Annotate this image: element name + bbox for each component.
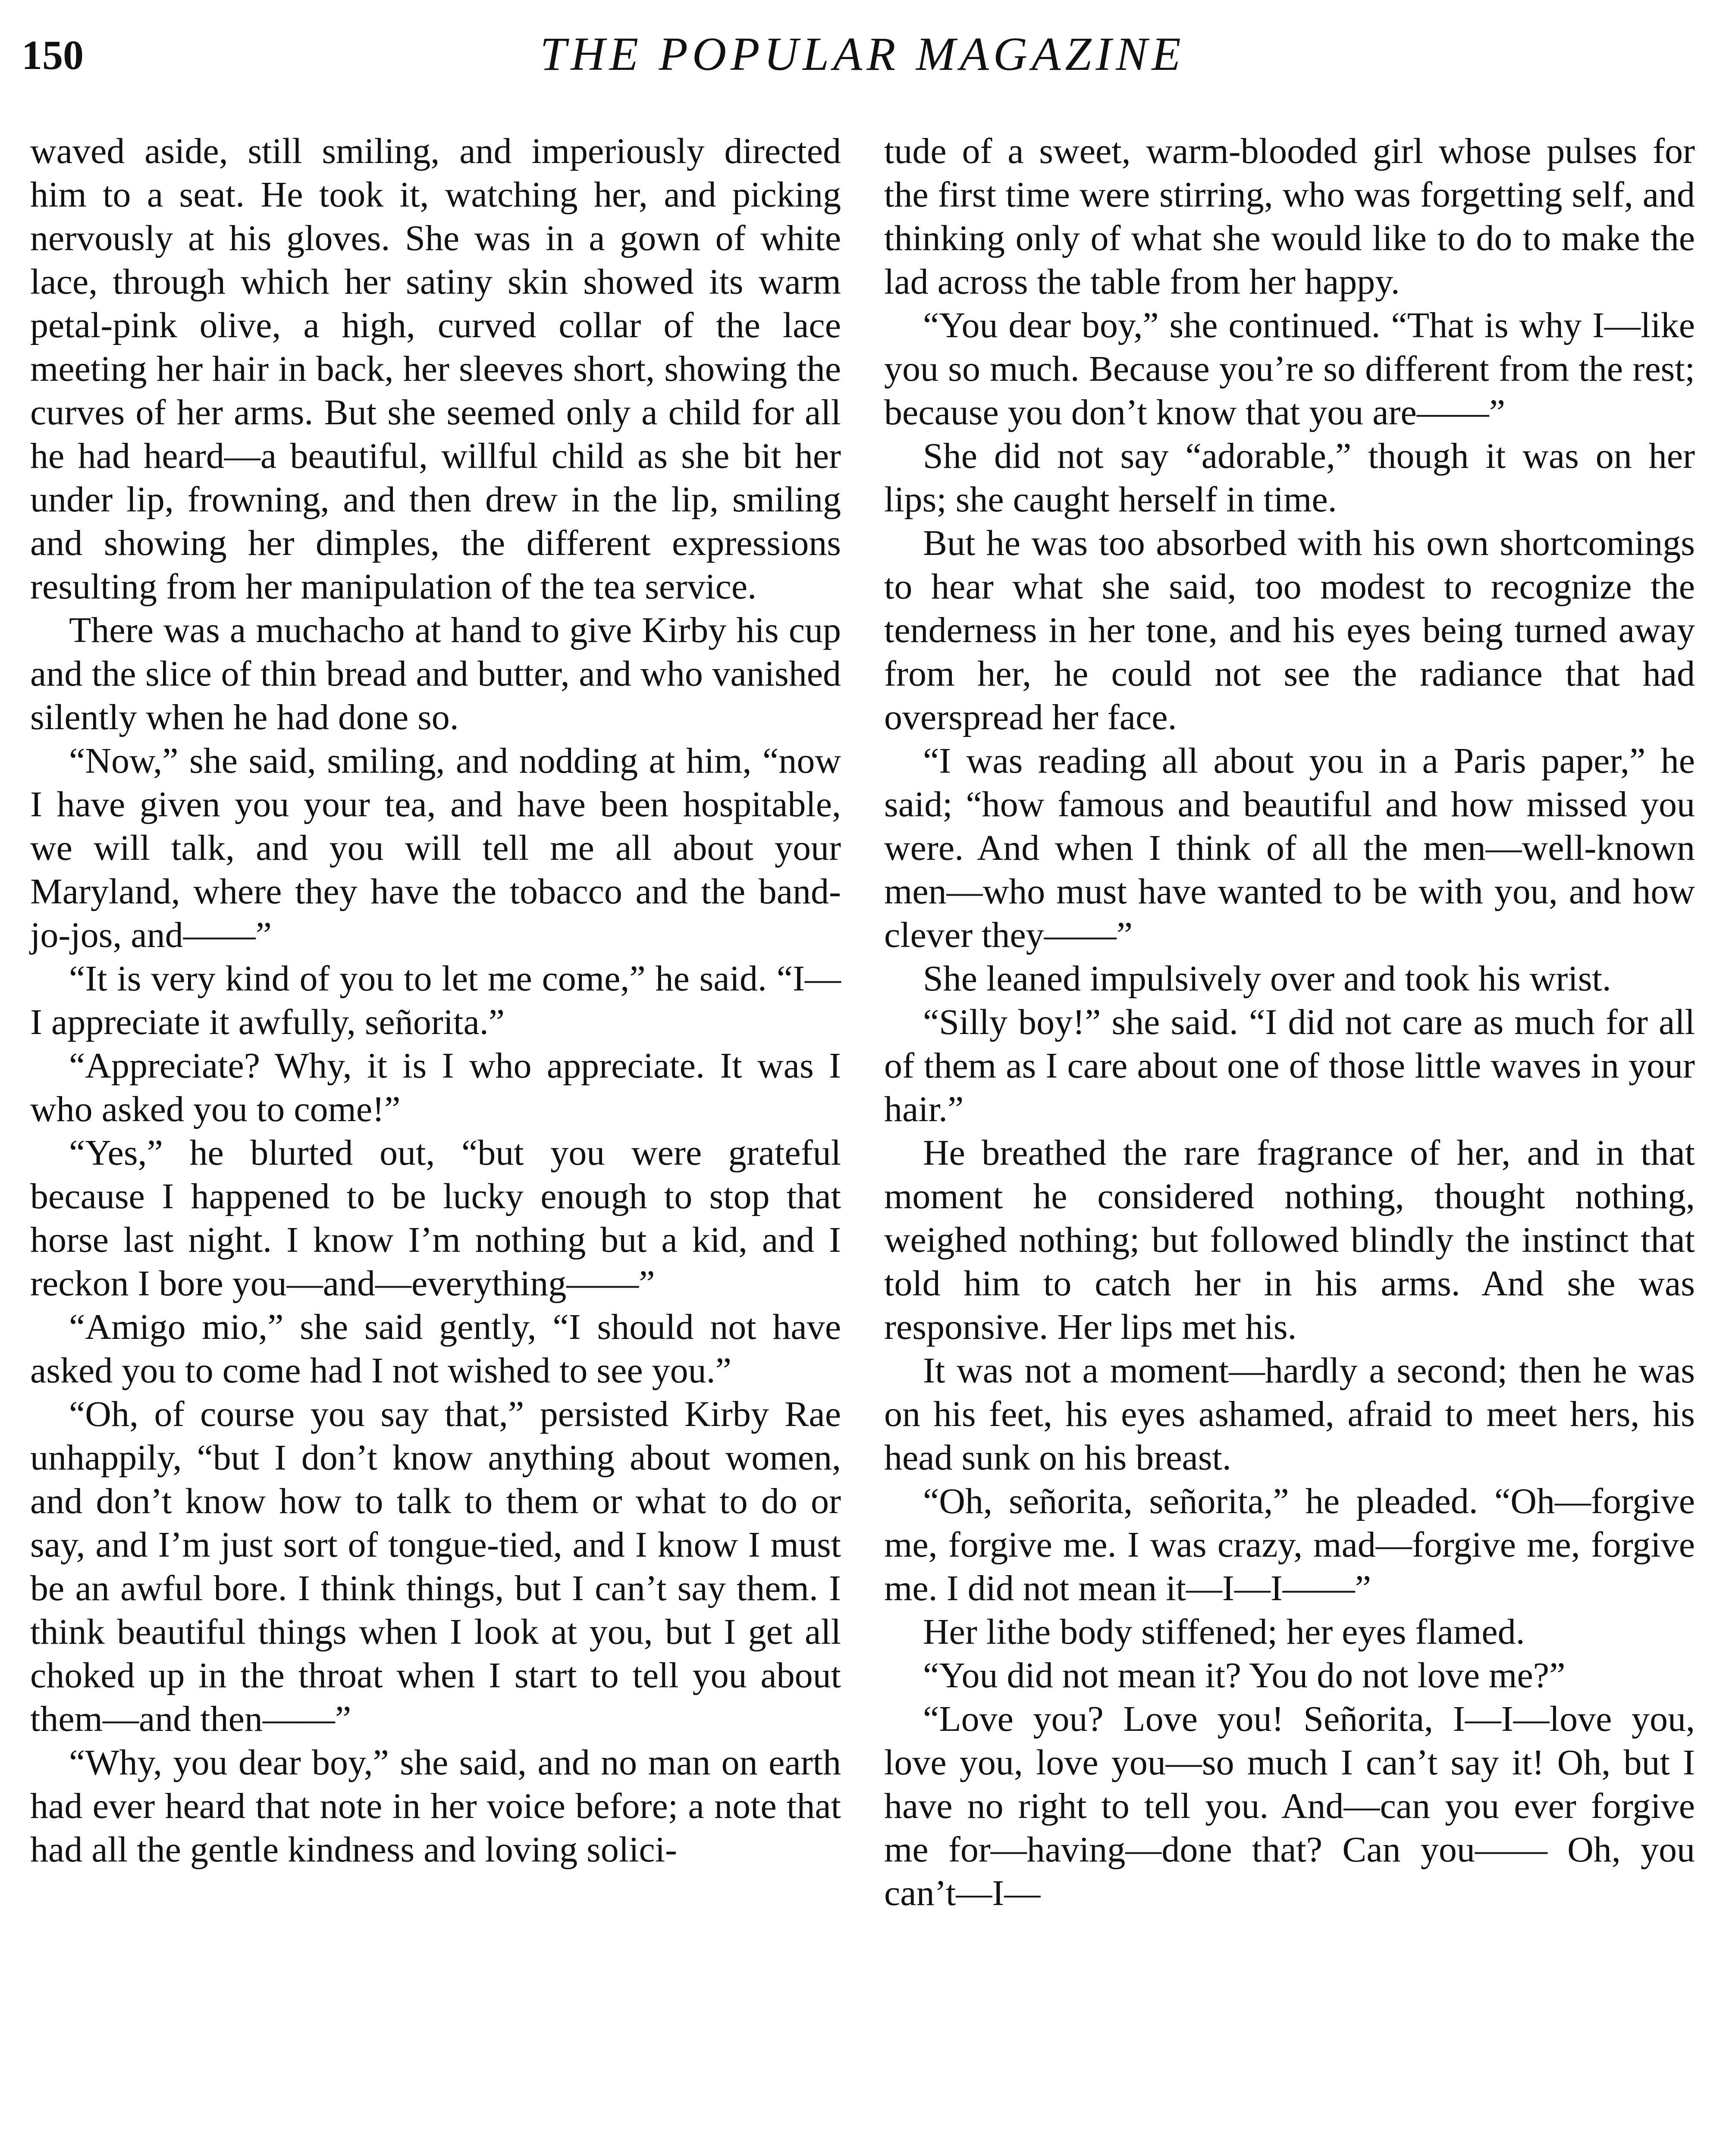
paragraph: He breathed the rare fragrance of her, and in that moment he considered nothing, thought nothing, weighed nothing; but followed blindly the instinct that told him to catch her in his arms. And she was responsive. Her lips met his. xyxy=(884,1133,1695,1347)
paragraph: It was not a moment—hardly a second; then he was on his feet, his eyes ashamed, afraid to meet hers, his head sunk on his breast. xyxy=(884,1351,1695,1478)
page-header xyxy=(0,26,1726,95)
page-number: 150 xyxy=(22,32,84,78)
right-column xyxy=(884,129,1695,1915)
paragraph: “Silly boy!” she said. “I did not care as much for all of them as I care about one of those little waves in your hair.” xyxy=(884,1002,1695,1129)
paragraph: She leaned impulsively over and took his wrist. xyxy=(923,959,1611,999)
paragraph: “You dear boy,” she continued. “That is why I—like you so much. Because you’re so different from the rest; because you don’t know that you are——” xyxy=(884,305,1695,432)
running-title: THE POPULAR MAGAZINE xyxy=(540,28,1185,80)
paragraph: “Oh, señorita, señorita,” he pleaded. “Oh—forgive me, forgive me. I was crazy, mad—forgive me, forgive me. I did not mean it—I—I——” xyxy=(884,1481,1695,1608)
paragraph: Her lithe body stiffened; her eyes flamed. xyxy=(923,1612,1525,1652)
paragraph: She did not say “adorable,” though it was on her lips; she caught herself in time. xyxy=(884,436,1695,520)
left-column xyxy=(30,129,841,1871)
paragraph: “You did not mean it? You do not love me?” xyxy=(923,1655,1566,1695)
paragraph: “Love you? Love you! Señorita, I—I—love you, love you, love you—so much I can’t say it! Oh, but I have no right to tell you. And—can you ever forgive me for—having—done that? Can you—— Oh, you can’t—I— xyxy=(884,1699,1695,1913)
paragraph: “I was reading all about you in a Paris paper,” he said; “how famous and beautiful and how missed you were. And when I think of all the men—well-known men—who must have wanted to be with you, and how clever they——” xyxy=(884,741,1695,955)
paragraph: “It is very kind of you to let me come,” he said. “I—I appreciate it awfully, señorita.” xyxy=(30,959,841,1042)
paragraph: tude of a sweet, warm-blooded girl whose pulses for the first time were stirring, who was forgetting self, and thinking only of what she would like to do to make the lad across the table from her happy. xyxy=(884,131,1695,302)
paragraph: “Appreciate? Why, it is I who appreciate. It was I who asked you to come!” xyxy=(30,1046,841,1129)
paragraph: But he was too absorbed with his own shortcomings to hear what she said, too modest to recognize the tenderness in her tone, and his eyes being turned away from her, he could not see the radiance that had overspread her face. xyxy=(884,523,1695,737)
paragraph: “Why, you dear boy,” she said, and no man on earth had ever heard that note in her voice before; a note that had all the gentle kindness and loving solici- xyxy=(30,1742,841,1870)
paragraph: waved aside, still smiling, and imperiously directed him to a seat. He took it, watching her, and picking nervously at his gloves. She was in a gown of white lace, through which her satiny skin showed its warm petal-pink olive, a high, curved collar of the lace meeting her hair in back, her sleeves short, showing the curves of her arms. But she seemed only a child for all he had heard—a beautiful, willful child as she bit her under lip, frowning, and then drew in the lip, smiling and showing her dimples, the different expressions resulting from her manipulation of the tea service. xyxy=(30,131,841,607)
paragraph: “Now,” she said, smiling, and nodding at him, “now I have given you your tea, and have been hospitable, we will talk, and you will tell me all about your Maryland, where they have the tobacco and the band-jo-jos, and——” xyxy=(30,741,841,955)
paragraph: “Amigo mio,” she said gently, “I should not have asked you to come had I not wished to see you.” xyxy=(30,1307,841,1391)
paragraph: “Oh, of course you say that,” persisted Kirby Rae unhappily, “but I don’t know anything about women, and don’t know how to talk to them or what to do or say, and I’m just sort of tongue-tied, and I know I must be an awful bore. I think things, but I can’t say them. I think beautiful things when I look at you, but I get all choked up in the throat when I start to tell you about them—and then——” xyxy=(30,1394,841,1739)
paragraph: “Yes,” he blurted out, “but you were grateful because I happened to be lucky enough to stop that horse last night. I know I’m nothing but a kid, and I reckon I bore you—and—everything——” xyxy=(30,1133,841,1304)
paragraph: There was a muchacho at hand to give Kirby his cup and the slice of thin bread and butter, and who vanished silently when he had done so. xyxy=(30,610,841,737)
